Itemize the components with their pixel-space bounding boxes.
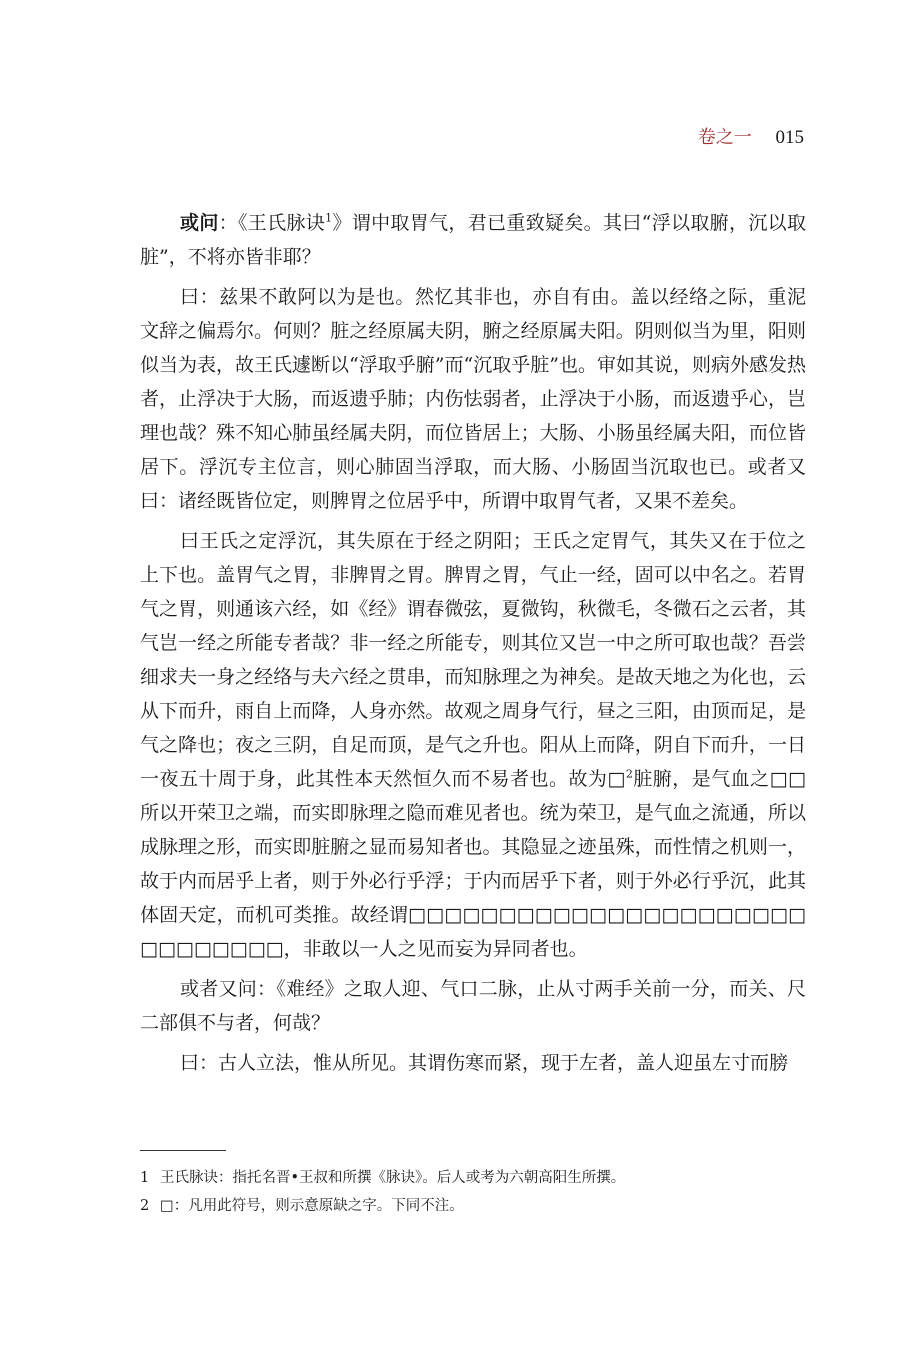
paragraph-text: ：《王氏脉诀 — [218, 212, 326, 234]
footnote-number: 1 — [140, 1170, 150, 1186]
footnotes — [140, 1164, 806, 1220]
paragraph — [140, 524, 806, 966]
running-header — [698, 126, 804, 150]
footnote-number: 2 — [140, 1198, 150, 1214]
paragraph-text: 曰：兹果不敢阿以为是也。然忆其非也，亦自有由。盖以经络之际，重泥文辞之偏焉尔。何则？脏之经原属夫阴，腑之经原属夫阳。阴则似当为里，阳则似当为表，故王氏遽断以“浮取乎腑”而“沉取乎脏”也。审如其说，则病外感发热者，止浮决于大肠，而返遗乎肺；内伤怯弱者，止浮决于小肠，而返遗乎心，岂理也哉？殊不知心肺虽经属夫阴，而位皆居上；大肠、小肠虽经属夫阳，而位皆居下。浮沉专主位言，则心肺固当浮取，而大肠、小肠固当沉取也已。或者又曰：诸经既皆位定，则脾胃之位居乎中，所谓中取胃气者，又果不差矣。 — [140, 286, 806, 512]
page-number: 015 — [775, 127, 804, 148]
paragraph — [140, 206, 806, 274]
paragraph — [140, 1046, 806, 1080]
lead-word: 或问 — [180, 212, 219, 234]
paragraph-text: 》谓中取胃气，君已重致疑矣。其曰“浮以取腑，沉以取脏”，不将亦皆非耶？ — [140, 212, 806, 268]
footnote-divider — [140, 1150, 226, 1151]
footnote-ref[interactable]: 1 — [325, 211, 333, 225]
paragraph — [140, 280, 806, 518]
footnote — [140, 1164, 806, 1192]
paragraph-text: 或者又问：《难经》之取人迎、气口二脉，止从寸两手关前一分，而关、尺二部俱不与者，何哉？ — [140, 978, 806, 1034]
paragraph-text: 曰：古人立法，惟从所见。其谓伤寒而紧，现于左者，盖人迎虽左寸而膀 — [180, 1052, 789, 1074]
section-title: 卷之一 — [697, 127, 752, 148]
main-text — [140, 206, 806, 1086]
paragraph-text: 脏腑，是气血之□□所以开荣卫之端，而实即脉理之隐而难见者也。统为荣卫，是气血之流通，所以成脉理之形，而实即脏腑之显而易知者也。其隐显之迹虽殊，而性情之机则一，故于内而居乎上者，则于外必行乎浮；于内而居乎下者，则于外必行乎沉，此其体固天定，而机可类推。故经谓□□□□□□□□□□□□□□□□□□□□□□□□□□□□□□，非敢以一人之见而妄为异同者也。 — [140, 768, 807, 960]
footnote-text: □：凡用此符号，则示意原缺之字。下同不注。 — [160, 1198, 464, 1214]
footnote-text: 王氏脉诀：指托名晋•王叔和所撰《脉诀》。后人或考为六朝高阳生所撰。 — [160, 1170, 626, 1186]
paragraph-text: 曰王氏之定浮沉，其失原在于经之阴阳；王氏之定胃气，其失又在于位之上下也。盖胃气之胃，非脾胃之胃。脾胃之胃，气止一经，固可以中名之。若胃气之胃，则通该六经，如《经》谓春微弦，夏微钩，秋微毛，冬微石之云者，其气岂一经之所能专者哉？非一经之所能专，则其位又岂一中之所可取也哉？吾尝细求夫一身之经络与夫六经之贯串，而知脉理之为神矣。是故天地之为化也，云从下而升，雨自上而降，人身亦然。故观之周身气行，昼之三阳，由顶而足，是气之降也；夜之三阴，自足而顶，是气之升也。阳从上而降，阴自下而升，一日一夜五十周于身，此其性本天然恒久而不易者也。故为□ — [140, 530, 806, 790]
footnote-ref[interactable]: 2 — [625, 767, 633, 781]
paragraph — [140, 972, 806, 1040]
footnote — [140, 1192, 806, 1220]
